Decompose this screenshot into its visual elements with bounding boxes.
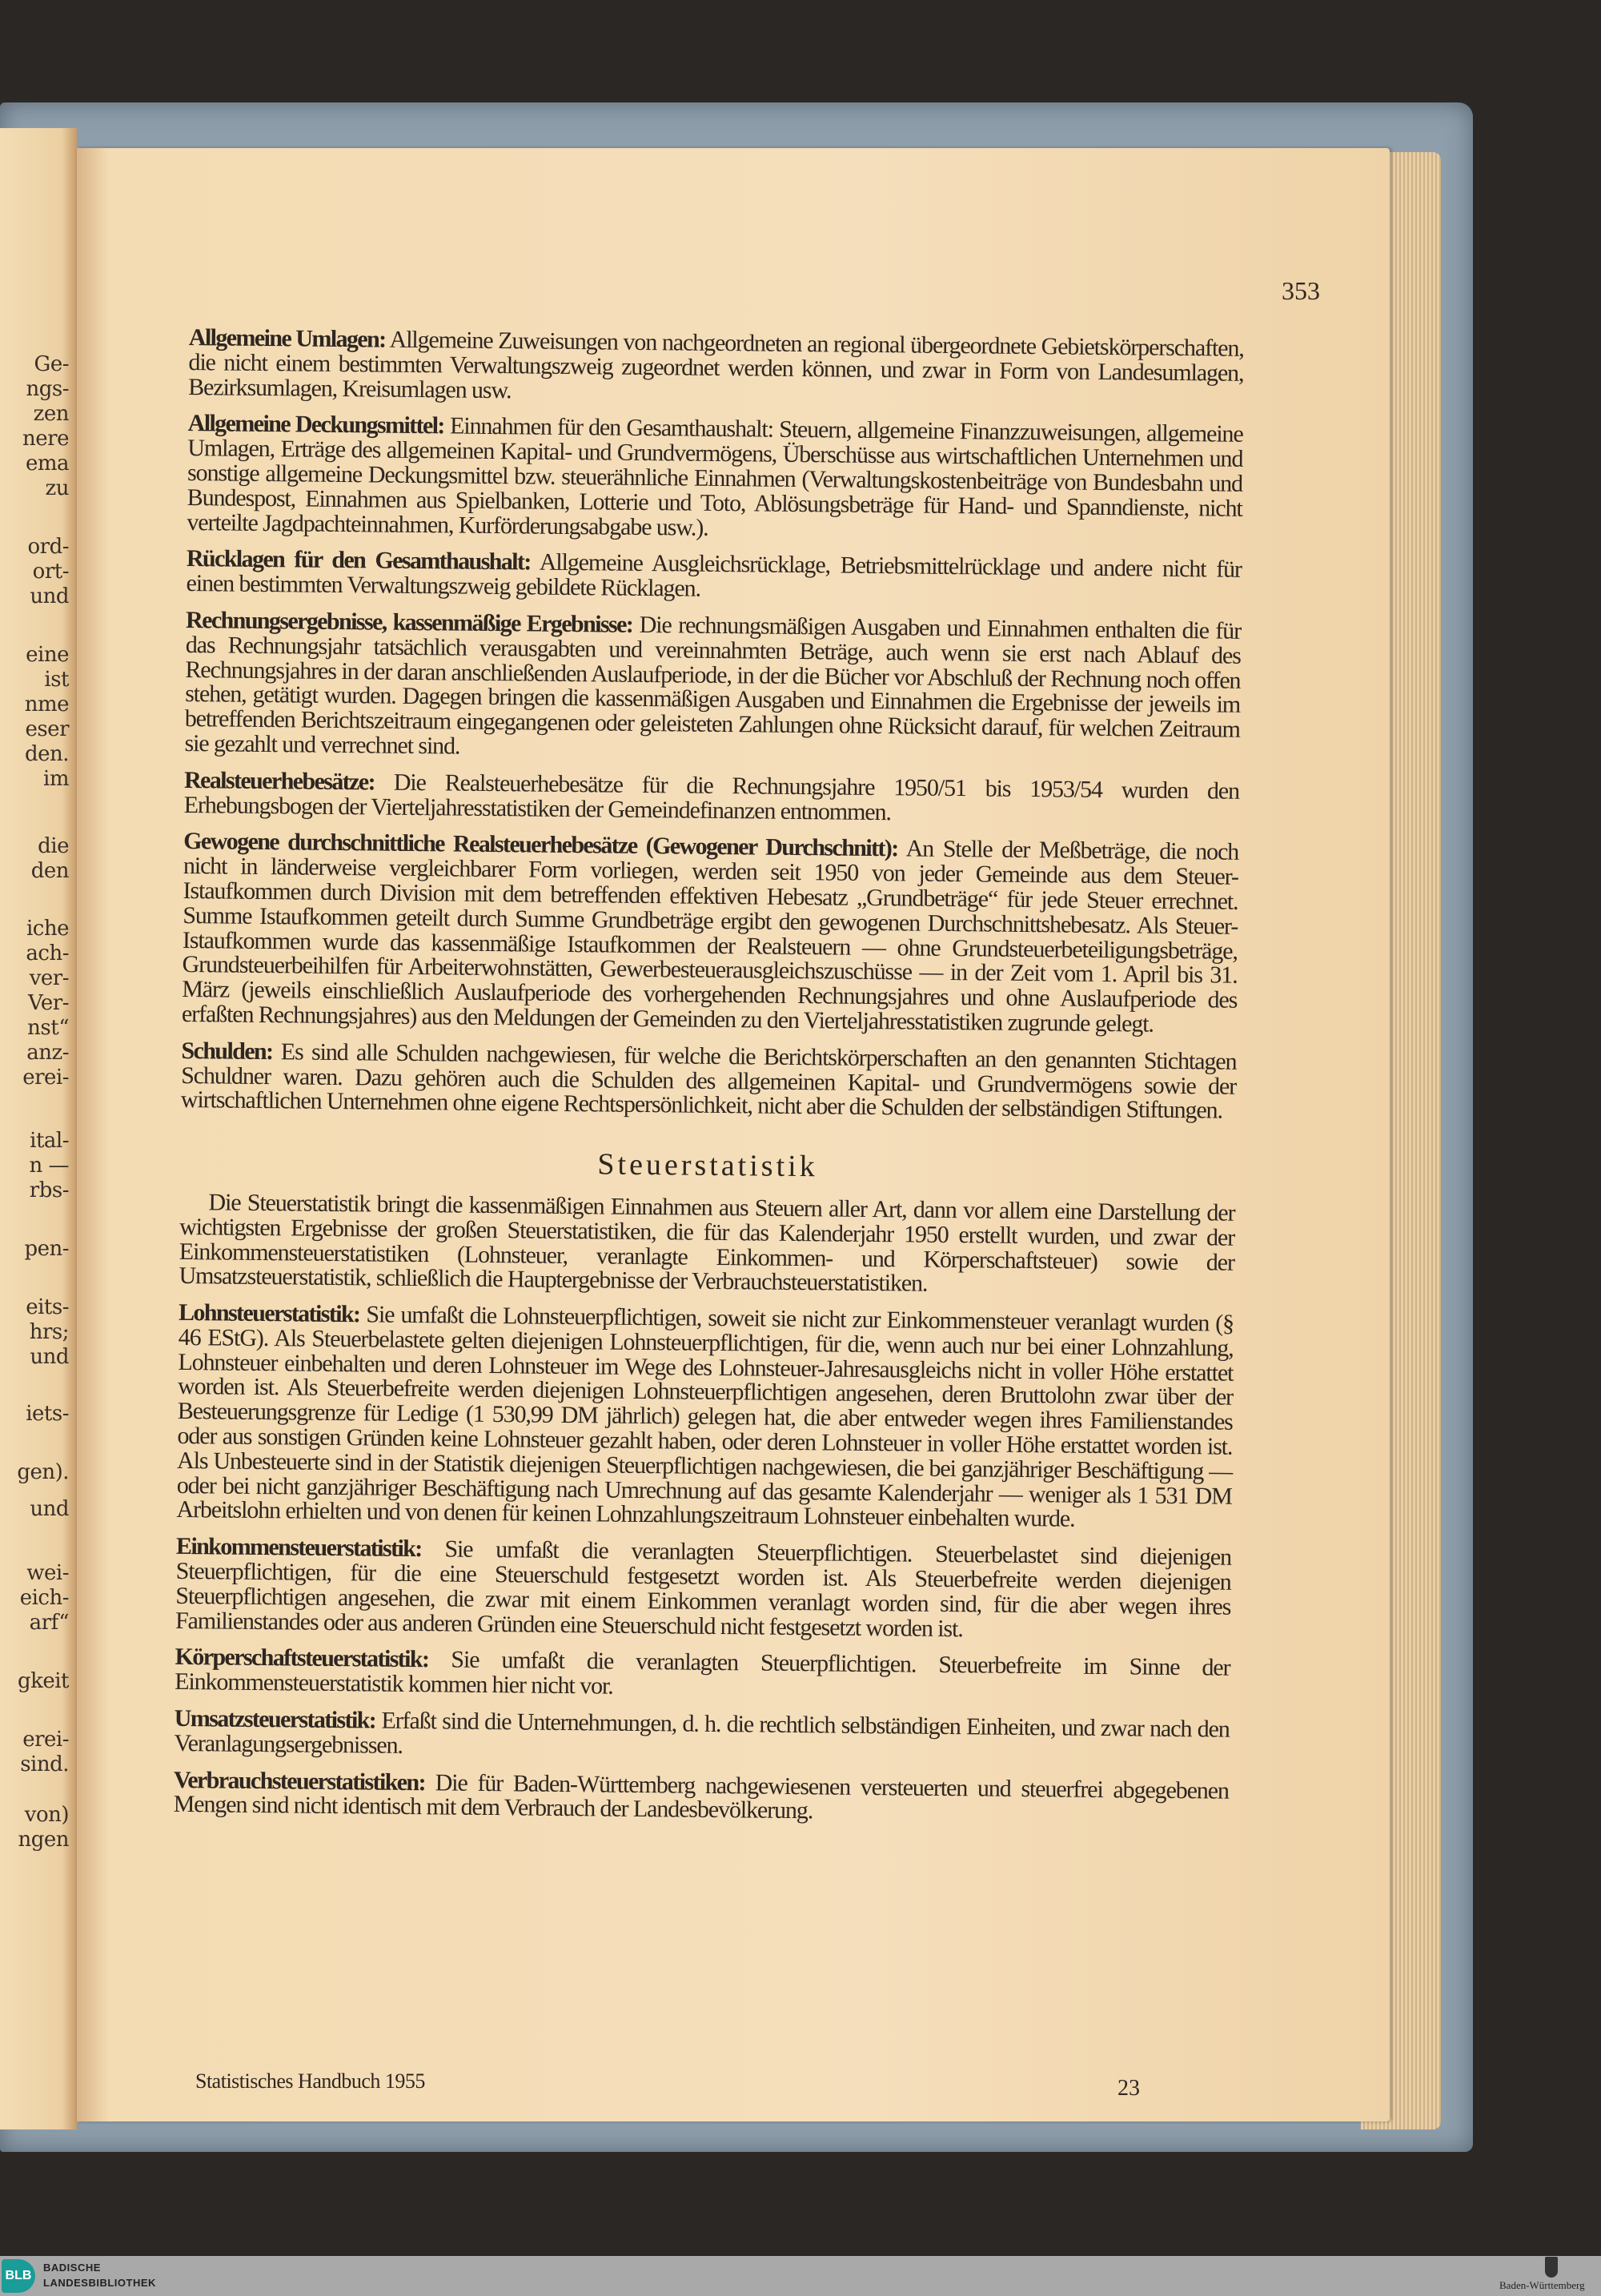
coat-of-arms-icon <box>1545 2257 1558 2278</box>
entry-text: Erfaßt sind die Unternehmungen, d. h. die rechtlich selbständigen Einheiten, und zwar nach den Veranlagungsergebnissen. <box>174 1707 1230 1759</box>
left-page-word: ital- <box>30 1129 69 1153</box>
left-page-word: ngen <box>18 1828 69 1852</box>
left-page-word: sind. <box>20 1752 69 1776</box>
left-page-word: ord- <box>27 535 69 559</box>
entry-term: Umsatzsteuerstatistik: <box>174 1704 376 1734</box>
left-page-fragment <box>0 128 77 2129</box>
left-page-word: hrs; <box>29 1320 69 1344</box>
left-page-word: gkeit <box>17 1669 69 1693</box>
entry-text: Sie umfaßt die veranlagten Steuerpflichtigen. Steuerbelastet sind diejenigen Steuerpflichtigen, für die eine Steuerschuld festgesetzt worden ist. Als Steuerbefreite werden diejenigen Steuerpflichtigen angesehen, die zwar mit einem Einkommen veranlagt worden sind, für die aber wegen ihres Familienstandes oder aus anderen Gründen eine Steuerschuld nicht festgesetzt worden ist. <box>175 1535 1232 1642</box>
left-page-word: und <box>30 1345 69 1369</box>
entry-text: Allgemeine Ausgleichsrücklage, Betriebsmittelrücklage und andere nicht für einen bestimmten Verwaltungszweig gebildete Rücklagen. <box>186 548 1242 602</box>
left-page-word: iets- <box>26 1402 69 1426</box>
left-page-word: Ge- <box>34 352 69 376</box>
tax-entry <box>175 1535 1231 1644</box>
glossary-entry <box>183 766 1240 829</box>
page-number: 353 <box>1282 276 1320 305</box>
left-page-word: ort- <box>32 560 69 584</box>
glossary-entry <box>181 1039 1237 1124</box>
entry-term: Allgemeine Umlagen: <box>188 324 386 353</box>
tax-entry <box>175 1645 1230 1705</box>
left-page-word: und <box>30 584 69 608</box>
entry-text: Die rechnungsmäßigen Ausgaben und Einnahmen enthalten die für das Rechnungsjahr tatsächlich verausgabten und vereinnahmten Beträge, auch wenn sie erst nach Ablauf des Rechnungsjahres in der daran anschließenden Auslaufperiode, in der die Bücher vor Abschluß der Rechnung noch offen stehen, getätigt wurden. Dagegen bringen die kassenmäßigen Ausgaben und Einnahmen die Ergebnisse der jeweils im betreffenden Berichtszeitraum eingegangenen oder geleisteten Zahlungen ohne Rücksicht darauf, für welchen Zeitraum sie gezahlt und verrechnet sind. <box>184 611 1242 760</box>
left-page-word: ist <box>44 668 69 692</box>
left-page-word: nme <box>24 692 69 716</box>
page-text <box>173 326 1244 1840</box>
entry-text: Die Realsteuerhebesätze für die Rechnungsjahre 1950/51 bis 1953/54 wurden den Erhebungsbogen der Vierteljahresstatistiken der Gemeindefinanzen entnommen. <box>183 769 1240 825</box>
entry-text: Die für Baden-Württemberg nachgewiesenen versteuerten und steuerfrei abgegebenen Mengen sind nicht identisch mit dem Verbrauch der Landesbevölkerung. <box>173 1768 1230 1824</box>
entry-term: Verbrauchsteuerstatistiken: <box>173 1766 426 1796</box>
entry-term: Einkommensteuerstatistik: <box>175 1533 422 1563</box>
right-page <box>77 148 1390 2121</box>
section-intro: Die Steuerstatistik bringt die kassenmäßigen Einnahmen aus Steuern aller Art, dann vor allem eine Darstellung der wichtigsten Ergebnisse der großen Steuerstatistiken, die für das Kalenderjahr 1950 erstellt wurden, und zwar der Einkommensteuerstatistiken (Lohnsteuer, veranlagte Einkommen- und Körperschaftsteuer) sowie der Umsatzsteuerstatistik, schließlich die Hauptergebnisse der Verbrauchsteuerstatistiken. <box>179 1189 1235 1298</box>
left-page-word: eits- <box>26 1295 69 1319</box>
left-page-word: pen- <box>24 1237 69 1261</box>
entry-text: Sie umfaßt die Lohnsteuerpflichtigen, soweit sie nicht zur Einkommensteuer veranlagt wurden (§ 46 EStG). Als Steuerbelastete gelten diejenigen Lohnsteuerpflichtigen, für die, wenn auch nur bei einer Lohnzahlung, Lohnsteuer einbehalten und deren Lohnsteuer im Wege des Lohnsteuer-Jahresausgleichs nicht in voller Höhe erstattet worden ist. Als Steuerbefreite werden diejenigen Lohnsteuerpflichtigen angesehen, deren Bruttolohn zwar über der Besteuerungsgrenze für Ledige (1 530,99 DM jährlich) gelegen hat, die aber entweder wegen ihres Familienstandes oder aus sonstigen Gründen keine Lohnsteuer gezahlt haben, oder deren Lohnsteuer in voller Höhe erstattet worden ist. Als Unbesteuerte sind in der Statistik diejenigen Steuerpflichtigen nachgewiesen, die bei ganzjähriger Beschäftigung — oder bei nicht ganzjähriger Beschäftigung nach Umrechnung auf das gesamte Kalenderjahr — weniger als 1 531 DM Arbeitslohn erhielten und von denen für keinen Lohnzahlungszeitraum Lohnsteuer einbehalten wurde. <box>176 1301 1234 1533</box>
glossary-entry <box>187 411 1243 546</box>
viewer-footer-bar <box>0 2256 1601 2296</box>
entry-term: Gewogene durchschnittliche Realsteuerhebesätze (Gewogener Durchschnitt): <box>183 828 898 862</box>
entry-text: Es sind alle Schulden nachgewiesen, für welche die Berichtskörperschaften an den genannten Stichtagen Schuldner waren. Dazu gehören auch die Schulden des allgemeinen Kapital- und Grundvermögens sowie der wirtschaftlichen Unternehmen ohne eigene Rechtspersönlichkeit, nicht aber die Schulden der selbständigen Stiftungen. <box>180 1038 1237 1124</box>
left-page-word: von) <box>24 1803 69 1827</box>
left-page-word: ngs- <box>26 377 69 401</box>
footer-publication: Statistisches Handbuch 1955 <box>195 2069 425 2093</box>
tax-entry <box>174 1704 1230 1767</box>
state-label: Baden-Württemberg <box>1499 2279 1585 2291</box>
tax-entry <box>176 1301 1234 1534</box>
glossary-entry <box>182 829 1239 1038</box>
entry-text: Allgemeine Zuweisungen von nachgeordneten an regional übergeordnete Gebietskörperschaften, die nicht einem bestimmten Verwaltungszweig zugeordnet werden können, und zwar in Form von Landesumlagen, Bezirksumlagen, Kreisumlagen usw. <box>188 326 1244 403</box>
glossary-entry <box>188 326 1244 411</box>
blb-logo-icon[interactable]: BLB <box>2 2259 35 2293</box>
footer-page-number: 23 <box>1117 2076 1140 2101</box>
left-page-word: eich- <box>19 1586 69 1610</box>
left-page-word: iche <box>26 917 69 941</box>
entry-term: Allgemeine Deckungsmittel: <box>187 410 444 440</box>
left-page-word: ach- <box>26 941 69 965</box>
glossary-entry <box>184 608 1241 768</box>
entry-text: Einnahmen für den Gesamthaushalt: Steuern, allgemeine Finanzzuweisungen, allgemeine Umlagen, Erträge des allgemeinen Kapital- und Grundvermögens, Überschüsse aus wirtschaftlichen Unternehmen und sonstige allgemeine Deckungsmittel bzw. steuerähnliche Einnahmen (Verwaltungskostenbeiträge von Bundesbahn und Bundespost, Einnahmen aus Spielbanken, Lotterie und Toto, Ablösungsbeträge für Hand- und Spanndienste, nicht verteilte Jagdpachteinnahmen, Kurförderungsabgabe usw.). <box>187 412 1243 541</box>
left-page-word: den. <box>24 742 69 766</box>
entry-term: Realsteuerhebesätze: <box>183 766 375 796</box>
entry-text: Sie umfaßt die veranlagten Steuerpflichtigen. Steuerbefreite im Sinne der Einkommensteuerstatistik kommen hier nicht vor. <box>175 1646 1230 1700</box>
left-page-word: Ver- <box>28 991 69 1015</box>
left-page-word: ver- <box>29 966 69 990</box>
left-page-word: zen <box>33 402 69 426</box>
left-page-word: anz- <box>26 1041 69 1065</box>
left-page-word: eser <box>25 717 69 741</box>
entry-term: Körperschaftsteuerstatistik: <box>175 1644 429 1673</box>
left-page-word: erei- <box>22 1066 69 1090</box>
left-page-word: wei- <box>26 1561 69 1585</box>
section-title: Steuerstatistik <box>597 1147 818 1184</box>
entry-text: An Stelle der Meßbeträge, die noch nicht in länderweise vergleichbarer Form vorliegen, werden seit 1950 von jeder Gemeinde aus dem Steuer-Istaufkommen durch Division mit dem betreffenden effektiven Hebesatz „Grundbeträge“ für jede Steuer errechnet. Summe Istaufkommen geteilt durch Summe Grundbeträge ergibt den gewogenen Durchschnittshebesatz. Als Steuer-Istaufkommen wurde das kassenmäßige Istaufkommen der Realsteuern — ohne Grundsteuerbeteiligungsbeträge, Grundsteuerbeihilfen für Arbeiterwohnstätten, Gewerbesteuerausgleichszuschüsse — in der Zeit vom 1. April bis 31. März (jeweils einschließlich Auslaufperiode des vorhergehenden Rechnungsjahres und ohne Auslaufperiode des erfaßten Rechnungsjahres) aus den Meldungen der Gemeinden zu den Vierteljahresstatistiken zugrunde gelegt. <box>181 835 1239 1038</box>
left-page-word: n — <box>29 1154 69 1178</box>
left-page-word: gen). <box>17 1460 69 1484</box>
entry-term: Rücklagen für den Gesamthaushalt: <box>186 545 531 576</box>
tax-entry <box>173 1768 1229 1828</box>
left-page-word: eine <box>26 643 69 667</box>
entry-term: Schulden: <box>181 1037 273 1065</box>
left-page-word: erei- <box>22 1728 69 1752</box>
glossary-entry <box>186 547 1242 607</box>
left-page-word: nere <box>22 427 69 451</box>
entry-term: Lohnsteuerstatistik: <box>178 1299 360 1328</box>
left-page-word: im <box>43 767 69 791</box>
left-page-word: nst“ <box>27 1016 69 1040</box>
left-page-word: arf“ <box>29 1611 69 1635</box>
left-page-word: die <box>38 834 69 858</box>
entry-term: Rechnungsergebnisse, kassenmäßige Ergebnisse: <box>185 606 633 638</box>
left-page-word: rbs- <box>29 1178 69 1202</box>
library-name[interactable]: BADISCHE LANDESBIBLIOTHEK <box>43 2262 156 2289</box>
left-page-word: zu <box>45 476 69 500</box>
left-page-word: ema <box>25 452 69 476</box>
left-page-word: und <box>30 1497 69 1521</box>
left-page-word: den <box>30 859 69 883</box>
